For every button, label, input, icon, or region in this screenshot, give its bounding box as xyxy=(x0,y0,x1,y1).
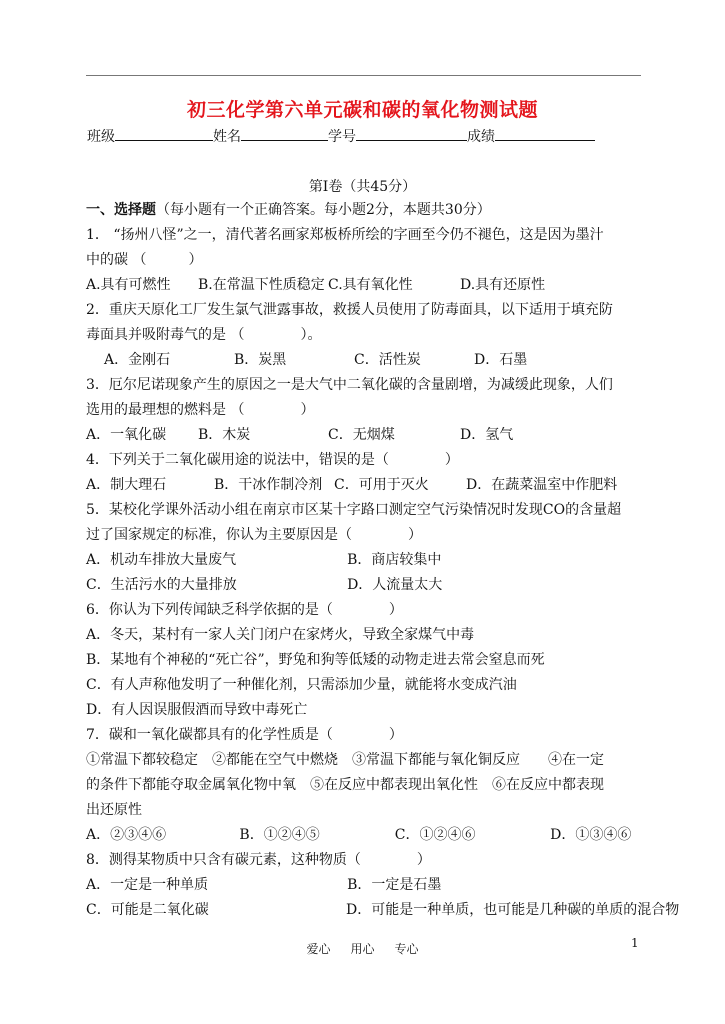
answer-option: C．有人声称他发明了一种催化剂，只需添加少量，就能将水变成汽油 xyxy=(86,677,517,693)
question-stem-line: 3．厄尔尼诺现象产生的原因之一是大气中二氧化碳的含量剧增，为减缓此现象，人们 xyxy=(86,377,613,393)
question-item xyxy=(86,448,646,498)
question-list xyxy=(86,198,680,923)
answer-option: B．①②④⑤ xyxy=(239,827,320,843)
question-item xyxy=(86,848,680,923)
question-stem-line: 2．重庆天原化工厂发生氯气泄露事故，救援人员使用了防毒面具，以下适用于填充防 xyxy=(86,302,613,318)
page-title: 初三化学第六单元碳和碳的氧化物测试题 xyxy=(186,99,538,121)
question-item xyxy=(86,223,646,298)
answer-option: D．氢气 xyxy=(460,427,514,443)
question-stem-line: 4．下列关于二氧化碳用途的说法中，错误的是（ ） xyxy=(86,452,459,468)
option-row xyxy=(86,573,646,598)
question-stem-line: 中的碳 （ ） xyxy=(86,252,203,268)
student-info-row xyxy=(87,126,595,146)
part-title: 一、选择题 xyxy=(86,202,156,218)
answer-option: A．一定是一种单质 xyxy=(86,877,209,893)
question-stem-line: 8．测得某物质中只含有碳元素，这种物质（ ） xyxy=(86,852,431,868)
question-stem-line: 5．某校化学课外活动小组在南京市区某十字路口测定空气污染情况时发现CO的含量超 xyxy=(86,502,622,518)
answer-option: A．一氧化碳 xyxy=(86,427,167,443)
answer-option: A．冬天，某村有一家人关门闭户在家烤火，导致全家煤气中毒 xyxy=(86,627,475,643)
answer-option: A.具有可燃性 xyxy=(86,277,171,293)
option-row xyxy=(86,873,646,898)
question-item xyxy=(86,373,646,448)
option-row xyxy=(86,273,646,298)
answer-option: D．石墨 xyxy=(474,352,528,368)
question-stem-line: 7．碳和一氧化碳都具有的化学性质是（ ） xyxy=(86,727,403,743)
answer-option: A．金刚石 xyxy=(104,352,171,368)
class-label: 班级 xyxy=(87,129,115,145)
option-row xyxy=(86,473,646,498)
question-item xyxy=(86,598,646,723)
question-stem-line: 毒面具并吸附毒气的是 （ ）。 xyxy=(86,327,322,343)
answer-option: C．可能是二氧化碳 xyxy=(86,902,209,918)
answer-option: D.具有还原性 xyxy=(460,277,546,293)
option-row xyxy=(86,898,680,923)
answer-option: C．活性炭 xyxy=(354,352,421,368)
question-stem-line: 出还原性 xyxy=(86,802,142,818)
score-blank xyxy=(495,126,595,141)
section-heading: 第Ⅰ卷（共45分） xyxy=(308,179,417,195)
answer-option: D．①③④⑥ xyxy=(550,827,632,843)
answer-option: C．无烟煤 xyxy=(328,427,395,443)
question-item xyxy=(86,298,646,373)
question-stem-line: 的条件下都能夺取金属氧化物中氧 ⑤在反应中都表现出氧化性 ⑥在反应中都表现 xyxy=(86,777,604,793)
option-row xyxy=(86,348,646,373)
question-stem-line: 6．你认为下列传闻缺乏科学依据的是（ ） xyxy=(86,602,403,618)
option-row xyxy=(86,423,646,448)
answer-option: D．可能是一种单质，也可能是几种碳的单质的混合物 xyxy=(346,902,680,918)
answer-option: A．制大理石 xyxy=(86,477,167,493)
answer-option: B．炭黑 xyxy=(234,352,287,368)
answer-option: B．某地有个神秘的“死亡谷”，野兔和狗等低矮的动物走进去常会窒息而死 xyxy=(86,652,545,668)
question-item xyxy=(86,723,646,848)
answer-option: D．有人因误服假酒而导致中毒死亡 xyxy=(86,702,308,718)
option-row xyxy=(86,548,646,573)
page-footer xyxy=(0,940,725,957)
questions-container xyxy=(86,223,680,923)
header-rule xyxy=(86,75,641,76)
answer-option: A．②③④⑥ xyxy=(86,827,167,843)
score-label: 成绩 xyxy=(467,129,495,145)
answer-option: A．机动车排放大量废气 xyxy=(86,552,237,568)
answer-option: C.具有氧化性 xyxy=(328,277,413,293)
answer-option: B．商店较集中 xyxy=(347,552,442,568)
footer-motto-3: 专心 xyxy=(394,942,419,956)
answer-option: B．一定是石墨 xyxy=(347,877,442,893)
part-note: （每小题有一个正确答案。每小题2分，本题共30分） xyxy=(156,202,491,218)
number-label: 学号 xyxy=(328,129,356,145)
question-stem-line: 选用的最理想的燃料是 （ ） xyxy=(86,402,315,418)
number-blank xyxy=(356,126,467,141)
question-stem-line: 1． “扬州八怪”之一，清代著名画家郑板桥所绘的字画至今仍不褪色，这是因为墨汁 xyxy=(86,227,604,243)
question-stem-line: ①常温下都较稳定 ②都能在空气中燃烧 ③常温下都能与氧化铜反应 ④在一定 xyxy=(86,752,604,768)
answer-option: B.在常温下性质稳定 xyxy=(198,277,325,293)
answer-option: B．木炭 xyxy=(198,427,251,443)
part-heading xyxy=(86,198,646,223)
page-number: 1 xyxy=(631,936,639,950)
name-label: 姓名 xyxy=(213,129,241,145)
answer-option: B．干冰作制冷剂 xyxy=(214,477,323,493)
answer-option: D．人流量太大 xyxy=(347,577,443,593)
answer-option: C．①②④⑥ xyxy=(394,827,476,843)
class-blank xyxy=(115,126,213,141)
answer-option: C．可用于灭火 xyxy=(334,477,429,493)
answer-option: D．在蔬菜温室中作肥料 xyxy=(466,477,618,493)
option-row xyxy=(86,823,646,848)
footer-motto-1: 爱心 xyxy=(306,942,331,956)
question-stem-line: 过了国家规定的标准，你认为主要原因是（ ） xyxy=(86,527,422,543)
question-item xyxy=(86,498,646,598)
footer-motto-2: 用心 xyxy=(350,942,375,956)
name-blank xyxy=(241,126,328,141)
answer-option: C．生活污水的大量排放 xyxy=(86,577,237,593)
